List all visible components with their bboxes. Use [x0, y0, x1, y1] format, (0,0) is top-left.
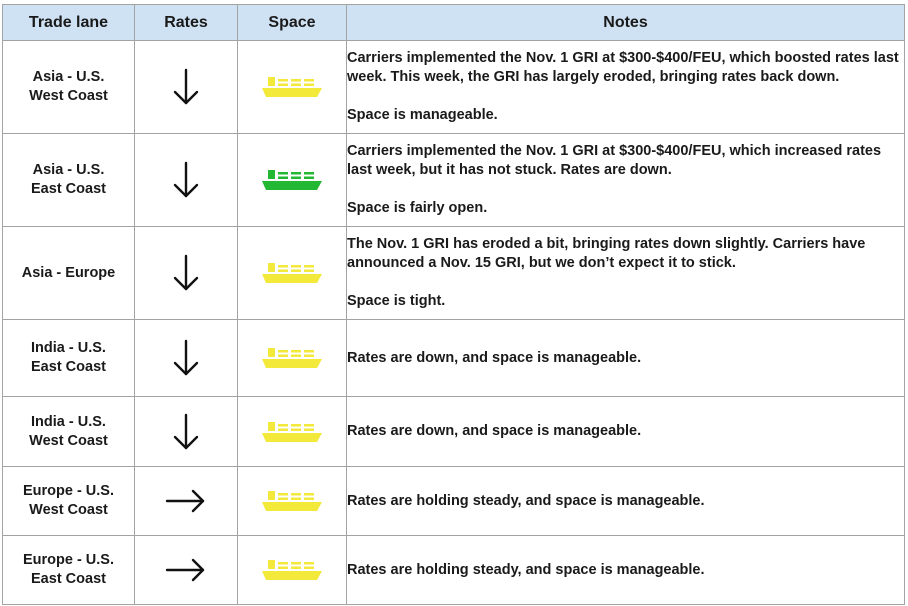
trade-lane-cell	[3, 41, 135, 134]
trade-lane-name: India - U.S.	[31, 340, 106, 356]
space-cell	[238, 536, 347, 605]
trade-lane-coast: East Coast	[31, 181, 106, 197]
space-cell	[238, 134, 347, 227]
table-row	[3, 227, 905, 320]
rates-cell	[135, 320, 238, 397]
space-cell	[238, 41, 347, 134]
table-row	[3, 467, 905, 536]
yellow-ship-icon	[238, 421, 346, 443]
rates-cell	[135, 41, 238, 134]
space-cell	[238, 397, 347, 467]
table-row	[3, 536, 905, 605]
table-row	[3, 41, 905, 134]
arrow-down-icon	[135, 338, 237, 378]
space-cell	[238, 467, 347, 536]
rates-cell	[135, 134, 238, 227]
rates-note: Rates are down, and space is manageable.	[347, 349, 642, 366]
header-trade-lane: Trade lane	[3, 5, 135, 41]
yellow-ship-icon	[238, 490, 346, 512]
yellow-ship-icon	[238, 559, 346, 581]
trade-lane-name: Asia - U.S.	[32, 162, 105, 178]
notes-cell	[347, 536, 905, 605]
trade-lane-name: India - U.S.	[31, 413, 106, 430]
trade-lane-name: Asia - Europe	[21, 264, 116, 281]
trade-lane-cell	[3, 397, 135, 467]
trade-lane-name: Asia - U.S.	[32, 69, 105, 85]
arrow-down-icon	[135, 67, 237, 107]
trade-lane-cell	[3, 536, 135, 605]
rates-cell	[135, 227, 238, 320]
table-row	[3, 320, 905, 397]
arrow-down-icon	[135, 412, 237, 452]
header-space: Space	[238, 5, 347, 41]
yellow-ship-icon	[238, 262, 346, 284]
rates-cell	[135, 467, 238, 536]
trade-lane-coast: West Coast	[29, 502, 108, 518]
trade-lane-coast: West Coast	[29, 88, 108, 104]
space-cell	[238, 320, 347, 397]
notes-cell	[347, 397, 905, 467]
trade-lane-name: Europe - U.S.	[22, 552, 115, 568]
rates-cell	[135, 397, 238, 467]
rates-note: Rates are holding steady, and space is manageable.	[347, 492, 705, 509]
space-note: Space is tight.	[347, 293, 446, 309]
yellow-ship-icon	[238, 347, 346, 369]
trade-lane-cell	[3, 227, 135, 320]
rates-note: Rates are holding steady, and space is manageable.	[347, 561, 705, 578]
table-row	[3, 134, 905, 227]
notes-cell	[347, 41, 905, 134]
yellow-ship-icon	[238, 76, 346, 98]
trade-lane-cell	[3, 134, 135, 227]
notes-cell	[347, 134, 905, 227]
trade-lane-table	[2, 4, 905, 605]
table-header-row	[3, 5, 905, 41]
green-ship-icon	[238, 169, 346, 191]
arrow-right-icon	[135, 488, 237, 514]
space-note: Space is fairly open.	[347, 200, 488, 216]
rates-note: Rates are down, and space is manageable.	[347, 423, 642, 439]
trade-lane-coast: East Coast	[31, 571, 106, 587]
trade-lane-name: Europe - U.S.	[22, 483, 115, 499]
notes-cell	[347, 320, 905, 397]
space-cell	[238, 227, 347, 320]
rates-note: Carriers implemented the Nov. 1 GRI at $300-$400/FEU, which boosted rates last week. This week, the GRI has largely eroded, bringing rates back down.	[347, 50, 899, 85]
trade-lane-cell	[3, 467, 135, 536]
rates-cell	[135, 536, 238, 605]
header-notes: Notes	[347, 5, 905, 41]
trade-lane-cell	[3, 320, 135, 397]
table-row	[3, 397, 905, 467]
trade-lane-coast: West Coast	[29, 432, 108, 449]
notes-cell	[347, 227, 905, 320]
notes-cell	[347, 467, 905, 536]
rates-note: Carriers implemented the Nov. 1 GRI at $300-$400/FEU, which increased rates last week, but it has not stuck. Rates are down.	[347, 143, 882, 178]
rates-note: The Nov. 1 GRI has eroded a bit, bringing rates down slightly. Carriers have announced a Nov. 15 GRI, but we don’t expect it to stick.	[347, 236, 866, 271]
space-note: Space is manageable.	[347, 107, 498, 123]
arrow-down-icon	[135, 253, 237, 293]
arrow-right-icon	[135, 557, 237, 583]
trade-lane-coast: East Coast	[31, 359, 106, 375]
header-rates: Rates	[135, 5, 238, 41]
arrow-down-icon	[135, 160, 237, 200]
